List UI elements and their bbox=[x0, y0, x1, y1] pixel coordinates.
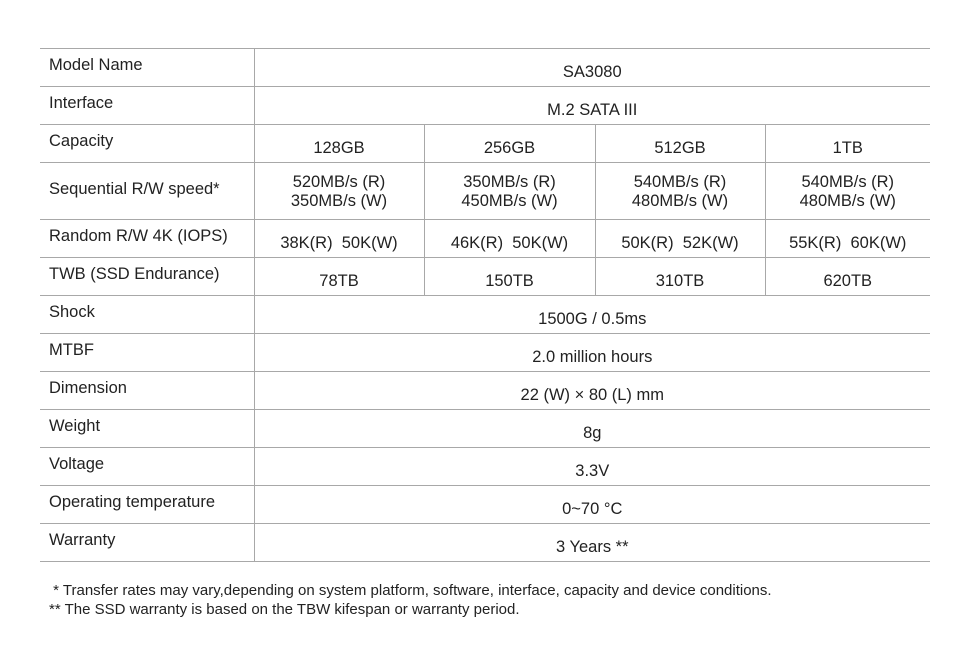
value-capacity-4: 1TB bbox=[765, 125, 930, 163]
footnote-transfer-rates: * Transfer rates may vary,depending on system platform, software, interface, capacity and device conditions. bbox=[49, 582, 772, 599]
label-operating-temperature: Operating temperature bbox=[40, 486, 254, 524]
spec-table bbox=[40, 48, 930, 562]
value-sequential-2 bbox=[424, 163, 595, 220]
sequential-write-1: 350MB/s (W) bbox=[290, 192, 388, 210]
row-weight bbox=[40, 410, 930, 448]
row-sequential bbox=[40, 163, 930, 220]
value-operating-temperature: 0~70 °C bbox=[254, 486, 930, 524]
value-shock: 1500G / 0.5ms bbox=[254, 296, 930, 334]
value-interface: M.2 SATA III bbox=[254, 87, 930, 125]
label-random: Random R/W 4K (IOPS) bbox=[40, 220, 254, 258]
label-weight: Weight bbox=[40, 410, 254, 448]
value-random-4: 55K(R) 60K(W) bbox=[765, 220, 930, 258]
row-voltage bbox=[40, 448, 930, 486]
sequential-read-1: 520MB/s (R) bbox=[292, 173, 386, 191]
sequential-write-3: 480MB/s (W) bbox=[631, 192, 729, 210]
label-dimension: Dimension bbox=[40, 372, 254, 410]
row-mtbf bbox=[40, 334, 930, 372]
value-sequential-3 bbox=[595, 163, 765, 220]
value-mtbf: 2.0 million hours bbox=[254, 334, 930, 372]
value-dimension: 22 (W) × 80 (L) mm bbox=[254, 372, 930, 410]
value-capacity-1: 128GB bbox=[254, 125, 424, 163]
row-warranty bbox=[40, 524, 930, 562]
value-random-2: 46K(R) 50K(W) bbox=[424, 220, 595, 258]
footnotes bbox=[49, 581, 772, 619]
footnote-warranty: ** The SSD warranty is based on the TBW kifespan or warranty period. bbox=[49, 601, 520, 618]
value-voltage: 3.3V bbox=[254, 448, 930, 486]
value-sequential-1 bbox=[254, 163, 424, 220]
value-warranty: 3 Years ** bbox=[254, 524, 930, 562]
value-capacity-3: 512GB bbox=[595, 125, 765, 163]
sequential-write-4: 480MB/s (W) bbox=[799, 192, 896, 210]
label-voltage: Voltage bbox=[40, 448, 254, 486]
row-model-name bbox=[40, 49, 930, 87]
value-twb-1: 78TB bbox=[254, 258, 424, 296]
label-twb: TWB (SSD Endurance) bbox=[40, 258, 254, 296]
label-mtbf: MTBF bbox=[40, 334, 254, 372]
value-twb-2: 150TB bbox=[424, 258, 595, 296]
row-interface bbox=[40, 87, 930, 125]
value-sequential-4 bbox=[765, 163, 930, 220]
value-model-name: SA3080 bbox=[254, 49, 930, 87]
value-weight: 8g bbox=[254, 410, 930, 448]
label-shock: Shock bbox=[40, 296, 254, 334]
sequential-read-3: 540MB/s (R) bbox=[633, 173, 727, 191]
sequential-read-2: 350MB/s (R) bbox=[463, 173, 556, 191]
label-sequential: Sequential R/W speed* bbox=[40, 163, 254, 220]
row-twb bbox=[40, 258, 930, 296]
row-shock bbox=[40, 296, 930, 334]
value-random-1: 38K(R) 50K(W) bbox=[254, 220, 424, 258]
value-random-3: 50K(R) 52K(W) bbox=[595, 220, 765, 258]
value-capacity-2: 256GB bbox=[424, 125, 595, 163]
sequential-read-4: 540MB/s (R) bbox=[801, 173, 895, 191]
label-capacity: Capacity bbox=[40, 125, 254, 163]
value-twb-4: 620TB bbox=[765, 258, 930, 296]
label-interface: Interface bbox=[40, 87, 254, 125]
row-dimension bbox=[40, 372, 930, 410]
row-capacity bbox=[40, 125, 930, 163]
label-model-name: Model Name bbox=[40, 49, 254, 87]
row-random bbox=[40, 220, 930, 258]
value-twb-3: 310TB bbox=[595, 258, 765, 296]
label-warranty: Warranty bbox=[40, 524, 254, 562]
sequential-write-2: 450MB/s (W) bbox=[461, 192, 558, 210]
row-operating-temperature bbox=[40, 486, 930, 524]
